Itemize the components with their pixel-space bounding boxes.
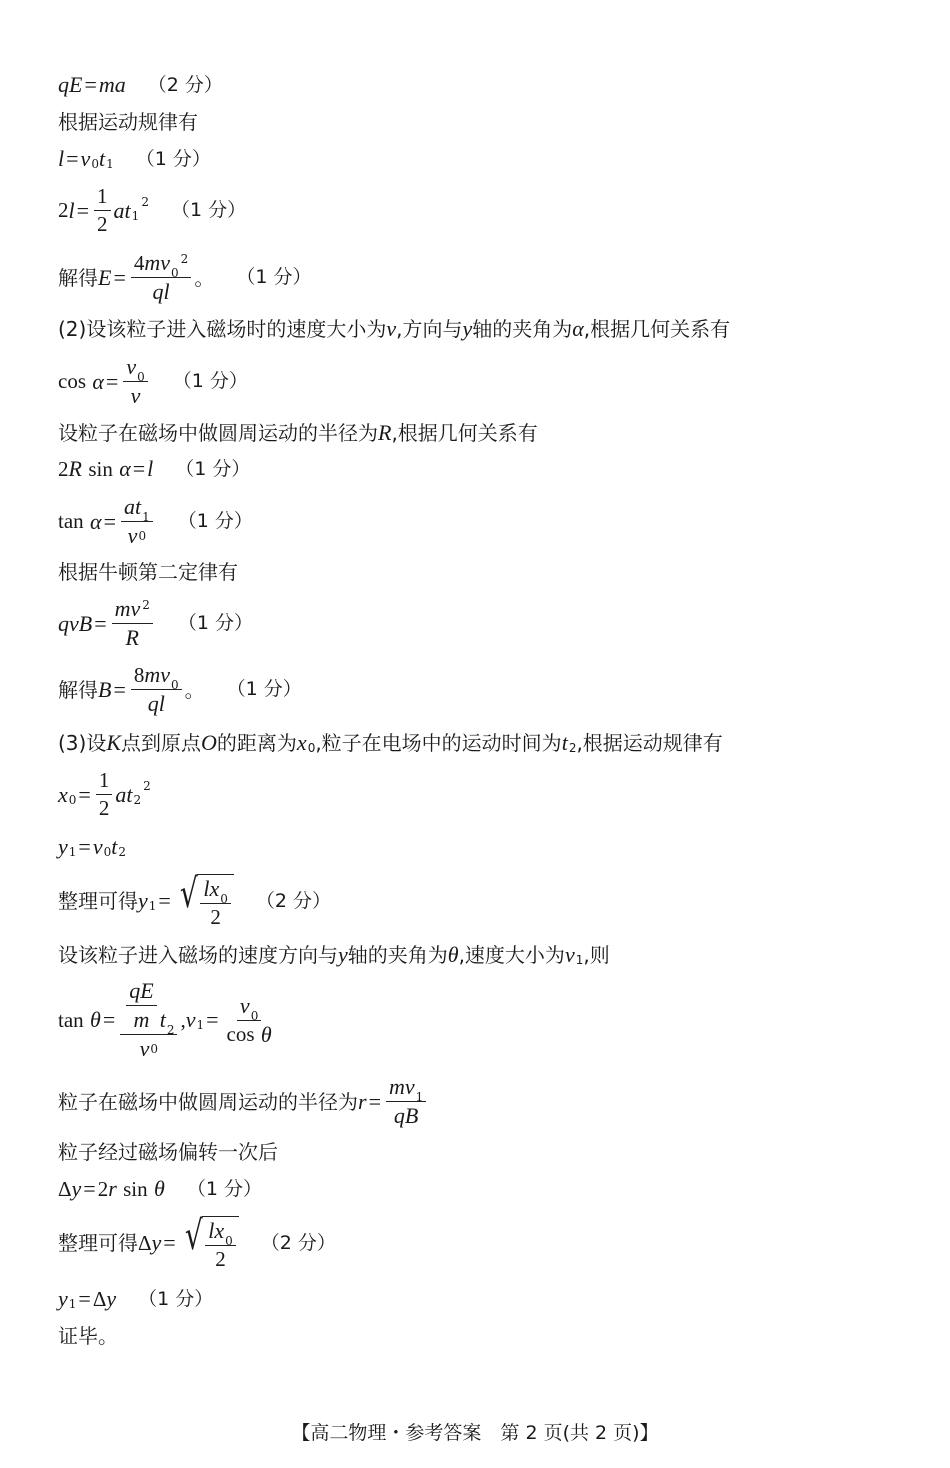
equation-r: 粒子在磁场中做圆周运动的半径为 r = mv 1 qB — [58, 1076, 429, 1127]
text-radius-intro: 设粒子在磁场中做圆周运动的半径为 R ,根据几何关系有 — [58, 420, 538, 445]
fraction: $\frac{qE}{m}$ t 2 v 0 — [120, 980, 177, 1060]
equation-y1-sqrt: 整理可得 y 1 = √ lx 0 2 （2 分） — [58, 871, 331, 929]
equation-e-result: 解得 E = 4 mv 0 2 ql 。 （1 分） — [58, 250, 312, 304]
fraction: 8 mv 0 ql — [131, 664, 182, 715]
equation-delta-y-sqrt: 整理可得 Δ y = √ lx 0 2 （2 分） — [58, 1213, 336, 1271]
fraction: v 0 v — [123, 356, 147, 407]
equation-y1-delta: y 1 = Δ y （1 分） — [58, 1286, 214, 1311]
fraction: $\frac{1}{2}$ — [94, 186, 111, 235]
equation-2l: 2 l = $\frac{1}{2}$ at 1 2 （1 分） — [58, 184, 247, 236]
equation-x0: x 0 = $\frac{1}{2}$ at 2 2 — [58, 768, 151, 820]
text-kinematics-intro: 根据运动规律有 — [58, 110, 198, 134]
fraction: mv 2 R — [112, 598, 153, 649]
equation-qe-ma: qE = ma （2 分） — [58, 72, 223, 97]
equation-b-result: 解得 B = 8 mv 0 ql 。 （1 分） — [58, 662, 302, 716]
equation-delta-y: Δ y = 2 r sin θ （1 分） — [58, 1176, 262, 1201]
equation-qvb: qvB = mv 2 R （1 分） — [58, 596, 254, 650]
text-newton-law: 根据牛顿第二定律有 — [58, 560, 238, 584]
square-root: √ lx 0 2 — [176, 874, 234, 928]
square-root: √ lx 0 2 — [181, 1216, 239, 1270]
fraction: $\frac{1}{2}$ — [96, 770, 113, 819]
fraction: v 0 cos θ — [226, 992, 272, 1047]
equation-tan-theta: tan θ = $\frac{qE}{m}$ t 2 v 0 , v 1 = v 0 cos θ — [58, 980, 278, 1060]
equation-y1-v0t2: y 1 = v 0 t 2 — [58, 834, 126, 859]
equation-tan-alpha: tan α = at 1 v 0 （1 分） — [58, 494, 253, 548]
text-part3-intro: (3)设 K 点到原点 O 的距离为 x 0 ,粒子在电场中的运动时间为 t 2 ,根据运动规律有 — [58, 730, 723, 755]
equation-2r-sin: 2 R sin α = l （1 分） — [58, 456, 251, 481]
text-theta-intro: 设该粒子进入磁场的速度方向与 y 轴的夹角为 θ ,速度大小为 v 1 ,则 — [58, 942, 610, 967]
fraction: at 1 v 0 — [121, 496, 153, 547]
text-deflection: 粒子经过磁场偏转一次后 — [58, 1140, 278, 1164]
page-footer: 【高二物理・参考答案 第 2 页(共 2 页)】 — [291, 1422, 659, 1444]
equation-l-v0-t1: l = v 0 t 1 （1 分） — [58, 146, 211, 171]
fraction: 4 mv 0 2 ql — [131, 252, 191, 303]
text-part2-intro: (2)设该粒子进入磁场时的速度大小为 v ,方向与 y 轴的夹角为 α ,根据几何关系有 — [58, 316, 731, 341]
equation-cos-alpha: cos α = v 0 v （1 分） — [58, 354, 248, 408]
fraction: mv 1 qB — [386, 1076, 426, 1127]
text-proof-end: 证毕。 — [58, 1324, 118, 1348]
